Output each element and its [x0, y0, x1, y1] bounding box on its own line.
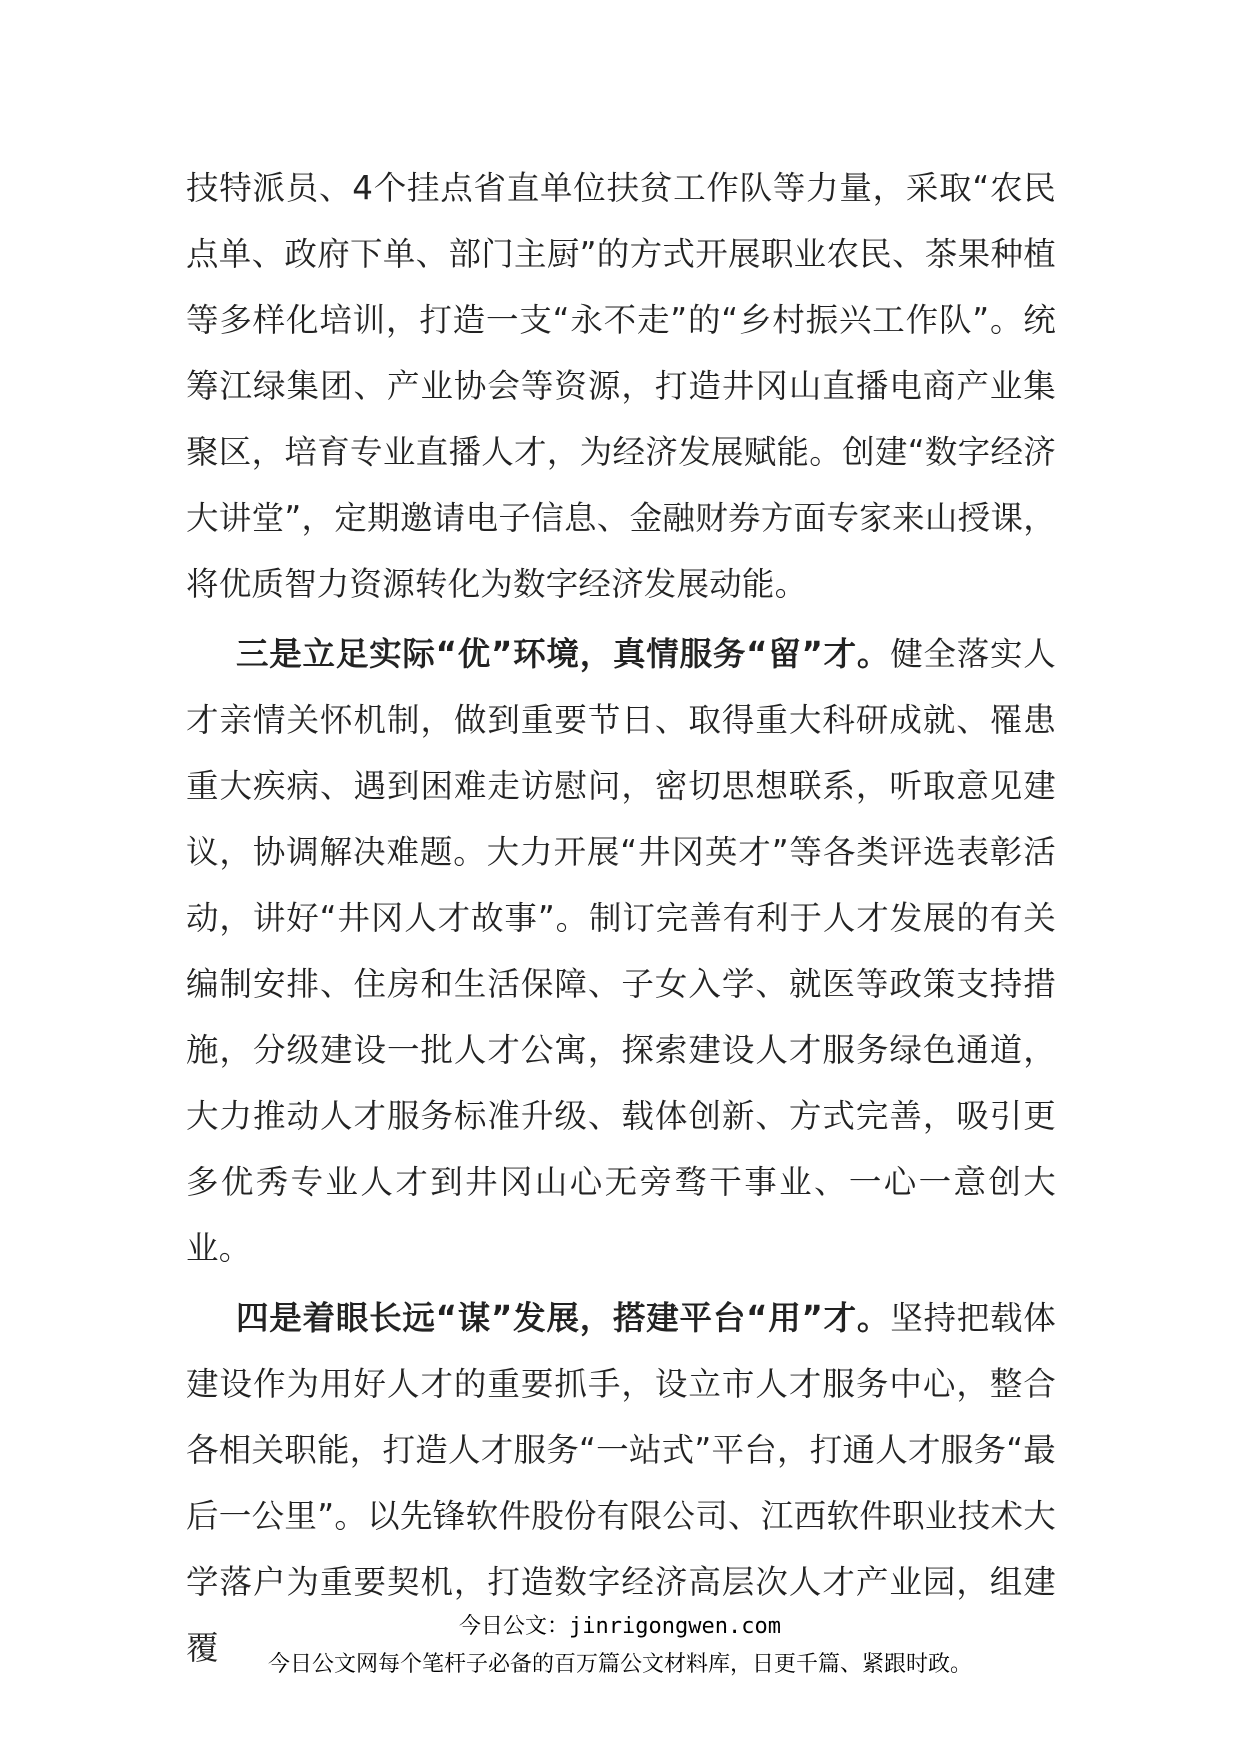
footer-site-link[interactable]: jinrigongwen.com — [569, 1614, 781, 1639]
footer-label: 今日公文： — [459, 1614, 570, 1639]
document-body — [186, 155, 1056, 1681]
footer-slogan: 今日公文网每个笔杆子必备的百万篇公文材料库，日更千篇、紧跟时政。 — [267, 1652, 972, 1677]
paragraph-1-text: 技特派员、4个挂点省直单位扶贫工作队等力量，采取“农民点单、政府下单、部门主厨”的方式开展职业农民、茶果种植等多样化培训，打造一支“永不走”的“乡村振兴工作队”。统筹江绿集团、产业协会等资源，打造井冈山直播电商产业集聚区，培育专业直播人才，为经济发展赋能。创建“数字经济大讲堂”，定期邀请电子信息、金融财券方面专家来山授课，将优质智力资源转化为数字经济发展动能。 — [186, 169, 1056, 603]
paragraph-2-text: 健全落实人才亲情关怀机制，做到重要节日、取得重大科研成就、罹患重大疾病、遇到困难走访慰问，密切思想联系，听取意见建议，协调解决难题。大力开展“井冈英才”等各类评选表彰活动，讲好“井冈人才故事”。制订完善有利于人才发展的有关编制安排、住房和生活保障、子女入学、就医等政策支持措施，分级建设一批人才公寓，探索建设人才服务绿色通道，大力推动人才服务标准升级、载体创新、方式完善，吸引更多优秀专业人才到井冈山心无旁骛干事业、一心一意创大业。 — [186, 635, 1056, 1267]
paragraph-2 — [186, 621, 1056, 1281]
paragraph-3-lead: 四是着眼长远“谋”发展，搭建平台“用”才。 — [236, 1299, 891, 1337]
paragraph-1 — [186, 155, 1056, 617]
paragraph-3-text: 坚持把载体建设作为用好人才的重要抓手，设立市人才服务中心，整合各相关职能，打造人才服务“一站式”平台，打通人才服务“最后一公里”。以先锋软件股份有限公司、江西软件职业技术大学落户为重要契机，打造数字经济高层次人才产业园，组建覆 — [186, 1299, 1056, 1667]
footer-site-line — [0, 1612, 1240, 1642]
paragraph-2-lead: 三是立足实际“优”环境，真情服务“留”才。 — [236, 635, 891, 673]
